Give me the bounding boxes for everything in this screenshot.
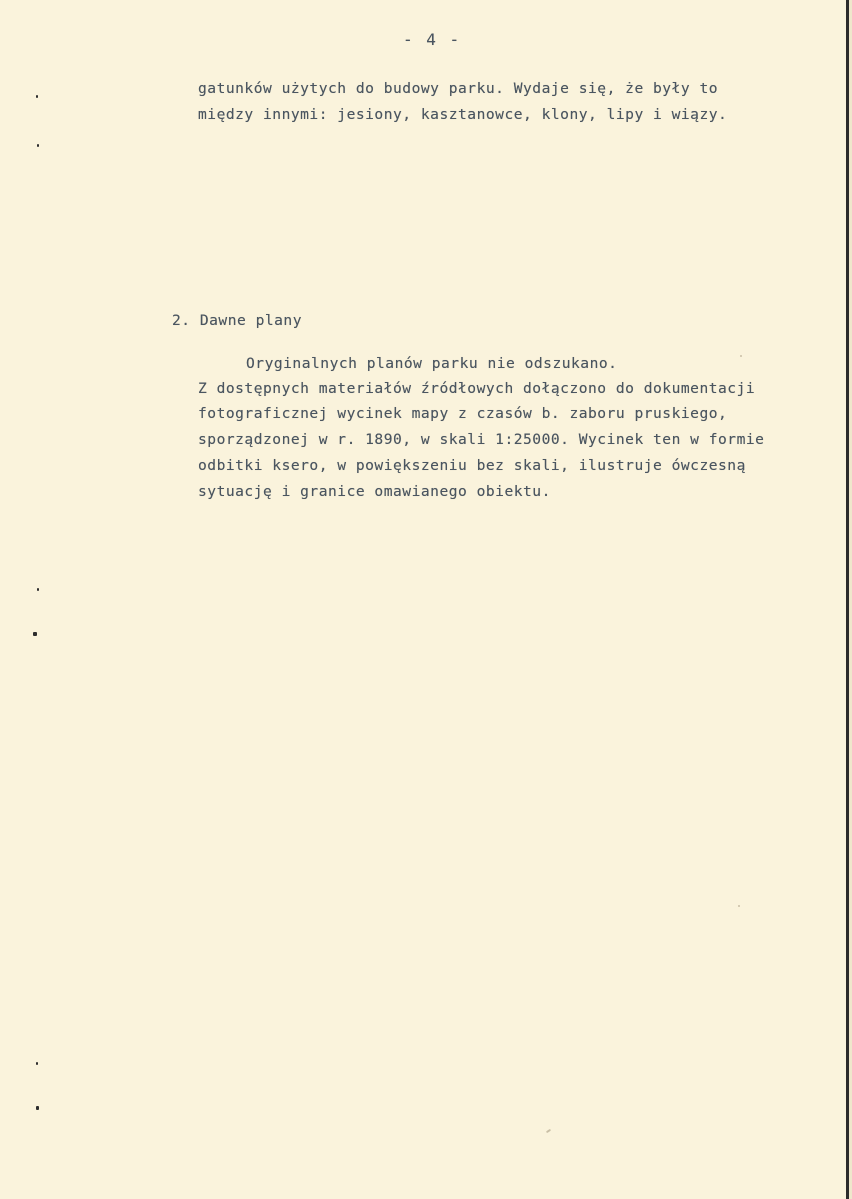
binding-hole-mark bbox=[36, 95, 38, 98]
page-number: - 4 - bbox=[403, 30, 462, 49]
paragraph-line: fotograficznej wycinek mapy z czasów b. zaboru pruskiego, bbox=[198, 405, 728, 422]
paragraph-line: Oryginalnych planów parku nie odszukano. bbox=[246, 355, 618, 372]
binding-hole-mark bbox=[33, 632, 37, 636]
section-heading: 2. Dawne plany bbox=[172, 312, 303, 329]
paper-speck bbox=[738, 905, 740, 907]
binding-hole-mark bbox=[36, 1106, 39, 1110]
paragraph-line: sporządzonej w r. 1890, w skali 1:25000. Wycinek ten w formie bbox=[198, 431, 765, 448]
paper-speck bbox=[740, 355, 742, 357]
binding-hole-mark bbox=[36, 1062, 38, 1065]
intro-text-line: gatunków użytych do budowy parku. Wydaje się, że były to bbox=[198, 80, 719, 97]
paper-speck bbox=[546, 1129, 551, 1134]
paragraph-line: Z dostępnych materiałów źródłowych dołączono do dokumentacji bbox=[198, 380, 756, 397]
paragraph-line: odbitki ksero, w powiększeniu bez skali, ilustruje ówczesną bbox=[198, 457, 746, 474]
binding-hole-mark bbox=[37, 144, 39, 147]
binding-hole-mark bbox=[37, 588, 39, 591]
paragraph-line: sytuację i granice omawianego obiektu. bbox=[198, 483, 551, 500]
intro-text-line: między innymi: jesiony, kasztanowce, klony, lipy i wiązy. bbox=[198, 106, 728, 123]
